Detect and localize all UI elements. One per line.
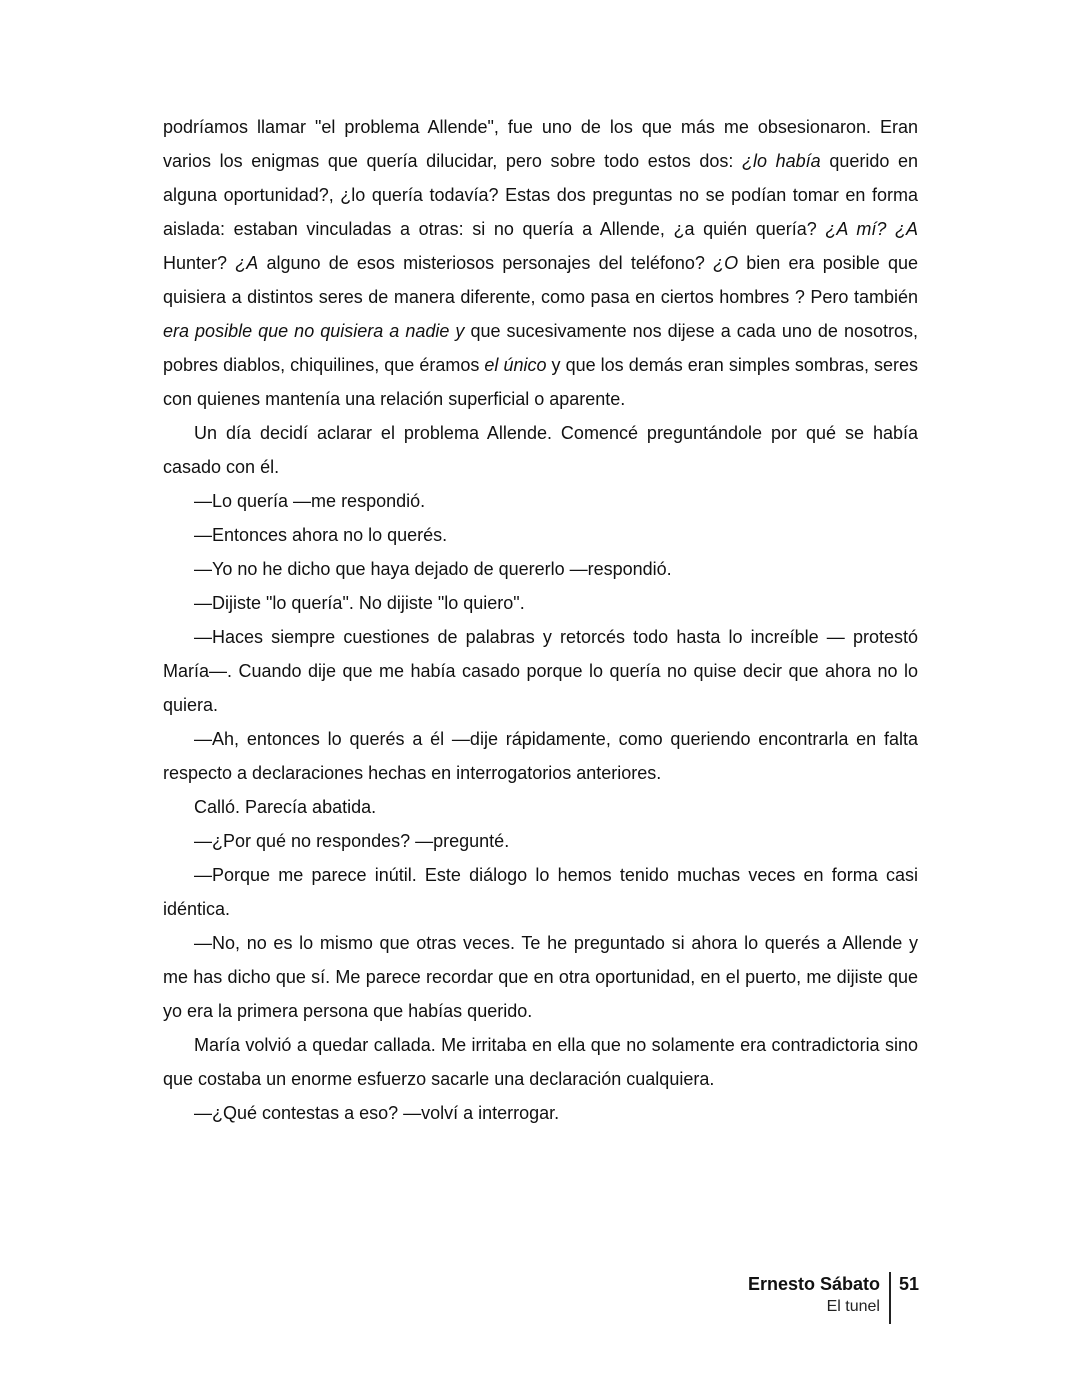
footer-page-number: 51	[898, 1274, 919, 1294]
paragraph	[163, 620, 918, 722]
text-run: bien era posible que quisiera a distintos seres de manera diferente, como pasa en ciertos hombres ? Pero también	[163, 253, 918, 307]
italic-text-run: el único	[484, 355, 547, 375]
text-run: —¿Qué contestas a eso? —volví a interrogar.	[194, 1103, 560, 1123]
text-run: —Ah, entonces lo querés a él —dije rápidamente, como queriendo encontrarla en falta respecto a declaraciones hechas en interrogatorios anteriores.	[163, 729, 918, 783]
paragraph	[163, 858, 918, 926]
paragraph	[163, 1028, 918, 1096]
paragraph	[163, 586, 918, 620]
paragraph	[163, 790, 918, 824]
footer-author: Ernesto Sábato	[747, 1274, 880, 1294]
text-run: María volvió a quedar callada. Me irritaba en ella que no solamente era contradictoria sino que costaba un enorme esfuerzo sacarle una declaración cualquiera.	[163, 1035, 918, 1089]
paragraph	[163, 518, 918, 552]
footer-book-title: El tunel	[826, 1298, 880, 1315]
paragraph	[163, 1096, 918, 1130]
paragraph	[163, 926, 918, 1028]
paragraph	[163, 722, 918, 790]
footer-left	[748, 1272, 889, 1318]
italic-text-run: era posible que no quisiera a nadie y	[163, 321, 465, 341]
text-run: Un día decidí aclarar el problema Allende. Comencé preguntándole por qué se había casado con él.	[163, 423, 918, 477]
text-run: —No, no es lo mismo que otras veces. Te he preguntado si ahora lo querés a Allende y me has dicho que sí. Me parece recordar que en otra oportunidad, en el puerto, me dijiste que yo era la primera persona que habías querido.	[163, 933, 918, 1021]
paragraph	[163, 552, 918, 586]
text-run: —Porque me parece inútil. Este diálogo lo hemos tenido muchas veces en forma casi idéntica.	[163, 865, 918, 919]
text-run: y que los demás eran simples sombras, seres con quienes mantenía una relación superficial o aparente.	[163, 355, 919, 409]
text-run: Calló. Parecía abatida.	[194, 797, 377, 817]
text-run: —Entonces ahora no lo querés.	[194, 525, 448, 545]
page-body	[163, 110, 918, 1130]
paragraph	[163, 416, 918, 484]
text-run: —Lo quería —me respondió.	[194, 491, 426, 511]
text-run: —¿Por qué no respondes? —pregunté.	[194, 831, 510, 851]
text-run: Hunter?	[163, 253, 236, 273]
italic-text-run: ¿O	[713, 253, 739, 273]
text-run: —Haces siempre cuestiones de palabras y retorcés todo hasta lo increíble — protestó María—. Cuando dije que me había casado porque lo quería no quise decir que ahora no lo quiera.	[163, 627, 918, 715]
italic-text-run: ¿A mí? ¿A	[825, 219, 918, 239]
text-run: —Yo no he dicho que haya dejado de quererlo —respondió.	[194, 559, 672, 579]
paragraph	[163, 110, 918, 416]
paragraph	[163, 484, 918, 518]
text-run: alguno de esos misteriosos personajes del teléfono?	[258, 253, 714, 273]
text-run: que sucesivamente nos dijese a cada uno de nosotros, pobres diablos, chiquilines, que éramos	[163, 321, 918, 375]
paragraph	[163, 824, 918, 858]
italic-text-run: ¿A	[235, 253, 259, 273]
text-run: querido en alguna oportunidad?, ¿lo quería todavía? Estas dos preguntas no se podían tomar en forma aislada: estaban vinculadas a otras: si no quería a Allende, ¿a quién quería?	[163, 151, 918, 239]
text-run: podríamos llamar "el problema Allende", fue uno de los que más me obsesionaron. Eran varios los enigmas que quería dilucidar, pero sobre todo estos dos:	[163, 117, 918, 171]
text-run: —Dijiste "lo quería". No dijiste "lo quiero".	[194, 593, 525, 613]
page-footer	[748, 1272, 919, 1324]
italic-text-run: ¿lo había	[742, 151, 821, 171]
